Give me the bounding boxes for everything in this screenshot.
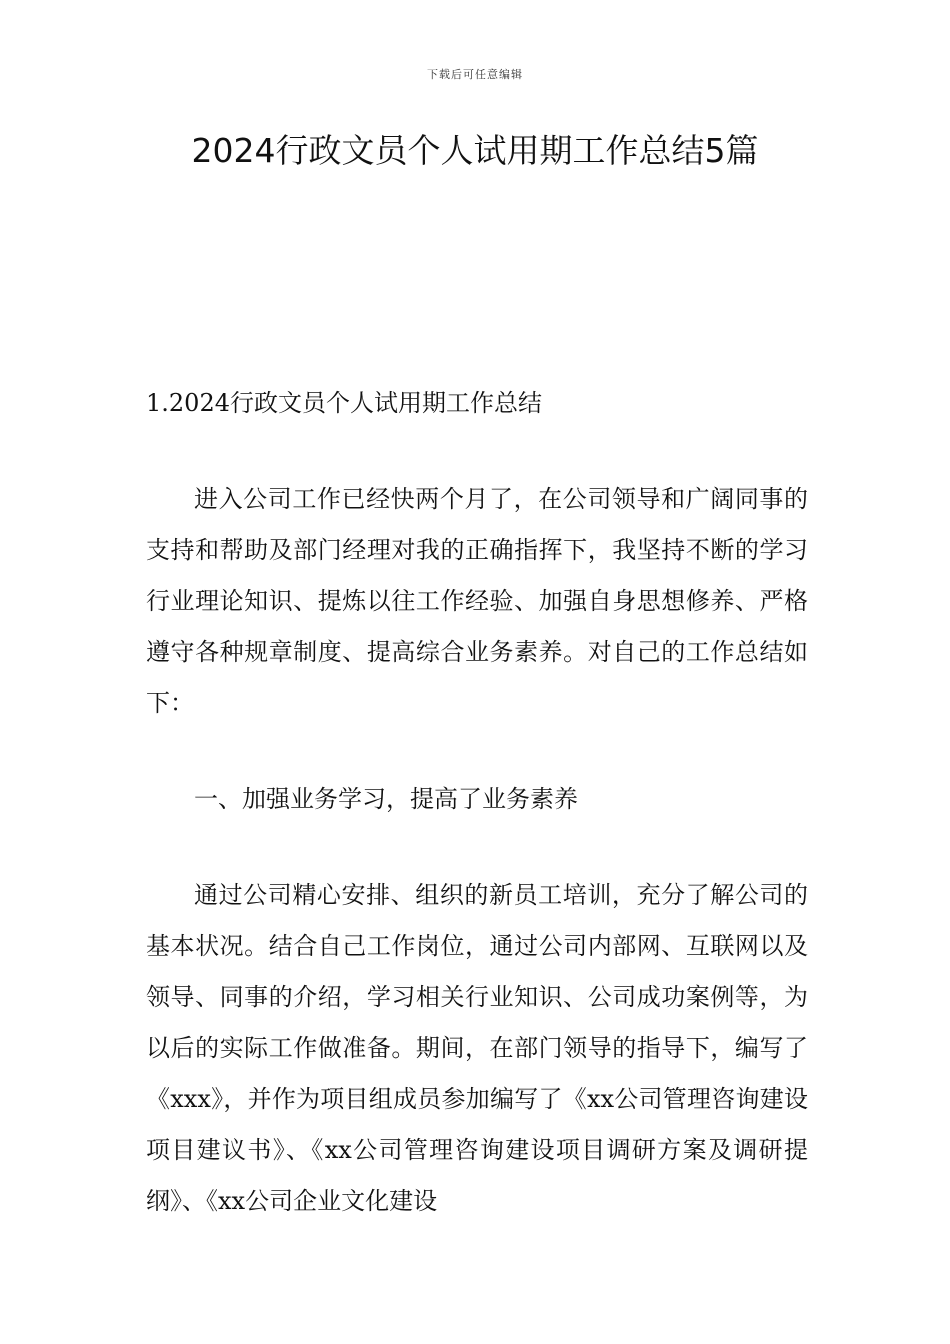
document-title: 2024行政文员个人试用期工作总结5篇 (191, 131, 759, 170)
paragraph-business-study: 通过公司精心安排、组织的新员工培训，充分了解公司的基本状况。结合自己工作岗位，通过公司内部网、互联网以及领导、同事的介绍，学习相关行业知识、公司成功案例等，为以后的实际工作做准备。期间，在部门领导的指导下，编写了《xxx》，并作为项目组成员参加编写了《xx公司管理咨询建设项目建议书》、《xx公司管理咨询建设项目调研方案及调研提纲》、《xx公司企业文化建设 (146, 881, 808, 1215)
sub-heading-business-study: 一、加强业务学习，提高了业务素养 (194, 785, 578, 813)
paragraph-intro: 进入公司工作已经快两个月了，在公司领导和广阔同事的支持和帮助及部门经理对我的正确指挥下，我坚持不断的学习行业理论知识、提炼以往工作经验、加强自身思想修养、严格遵守各种规章制度、提高综合业务素养。对自己的工作总结如下： (146, 485, 808, 717)
header-note: 下载后可任意编辑 (427, 68, 523, 81)
section-heading: 1.2024行政文员个人试用期工作总结 (146, 389, 542, 417)
